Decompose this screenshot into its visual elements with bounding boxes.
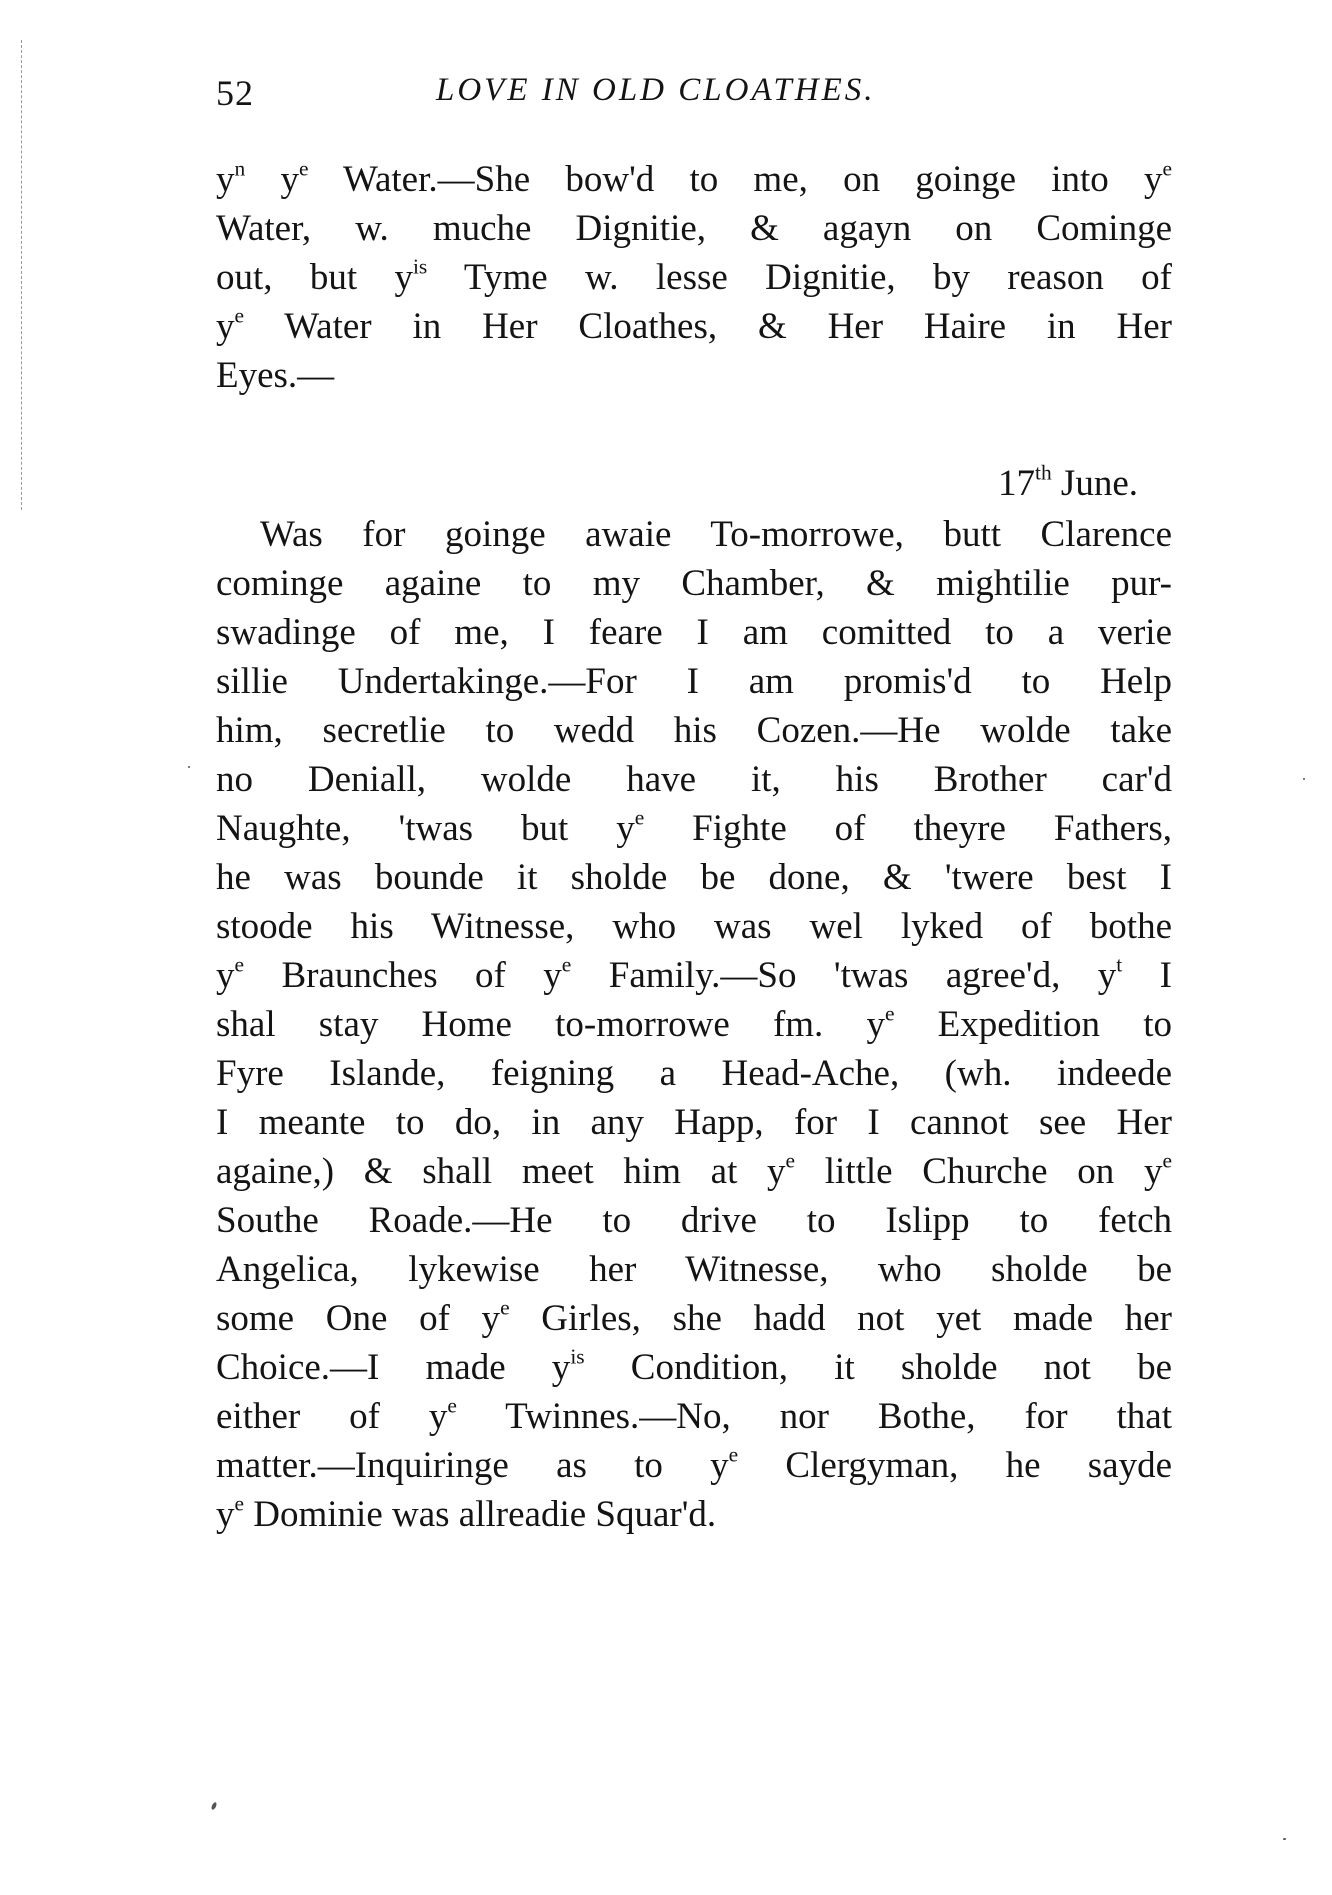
text-line: Eyes.—	[216, 355, 335, 396]
text-line: out, but $y^{is}$ Tyme w. lesse Dignitie, by reason of	[216, 254, 1172, 298]
text-line: Angelica, lykewise her Witnesse, who sholde be	[216, 1249, 1172, 1290]
text-line: Was for goinge awaie To-morrowe, butt Clarence	[260, 514, 1172, 555]
text-line: shal stay Home to-morrowe fm. $y^e$ Expedition to	[216, 1001, 1172, 1045]
paper-speck	[188, 766, 190, 768]
page-edge-shadow	[21, 40, 22, 510]
text-line: $y^e$ Braunches of $y^e$ Family.—So 'twas agree'd, $y^t$ I	[216, 952, 1172, 996]
text-line: Fyre Islande, feigning a Head-Ache, (wh. indeede	[216, 1053, 1172, 1094]
text-line: no Deniall, wolde have it, his Brother car'd	[216, 759, 1172, 800]
text-line: Southe Roade.—He to drive to Islipp to fetch	[216, 1200, 1172, 1241]
paper-speck	[1283, 1838, 1286, 1840]
text-line: cominge againe to my Chamber, & mightilie pur-	[216, 563, 1172, 604]
paper-speck	[210, 1802, 217, 1811]
page-number: 52	[216, 73, 254, 113]
text-line: stoode his Witnesse, who was wel lyked of bothe	[216, 906, 1172, 947]
text-line: sillie Undertakinge.—For I am promis'd to Help	[216, 661, 1172, 702]
text-line: swadinge of me, I feare I am comitted to a verie	[216, 612, 1172, 653]
text-line: him, secretlie to wedd his Cozen.—He wolde take	[216, 710, 1172, 751]
text-line: either of $y^e$ Twinnes.—No, nor Bothe, for that	[216, 1393, 1172, 1437]
text-line: $y^e$ Water in Her Cloathes, & Her Haire in Her	[216, 303, 1172, 347]
entry-date: 17th June.	[997, 460, 1138, 504]
paper-speck	[1303, 778, 1305, 780]
running-title: LOVE IN OLD CLOATHES.	[436, 72, 876, 108]
text-line: I meante to do, in any Happ, for I cannot see Her	[216, 1102, 1172, 1143]
text-line: $y^n$ $y^e$ Water.—She bow'd to me, on goinge into $y^e$	[216, 156, 1173, 200]
text-line: some One of $y^e$ Girles, she hadd not yet made her	[216, 1295, 1172, 1339]
body-text	[216, 155, 1172, 1539]
text-line: $y^e$ Dominie was allreadie Squar'd.	[216, 1491, 717, 1535]
text-line: Choice.—I made $y^{is}$ Condition, it sholde not be	[216, 1344, 1173, 1388]
text-line: Naughte, 'twas but $y^e$ Fighte of theyre Fathers,	[216, 805, 1173, 849]
text-line: Water, w. muche Dignitie, & agayn on Cominge	[216, 208, 1172, 249]
text-line: againe,) & shall meet him at $y^e$ little Churche on $y^e$	[216, 1148, 1173, 1192]
text-line: he was bounde it sholde be done, & 'twere best I	[216, 857, 1172, 898]
text-line: matter.—Inquiringe as to $y^e$ Clergyman, he sayde	[216, 1442, 1172, 1486]
running-head	[216, 72, 1176, 122]
